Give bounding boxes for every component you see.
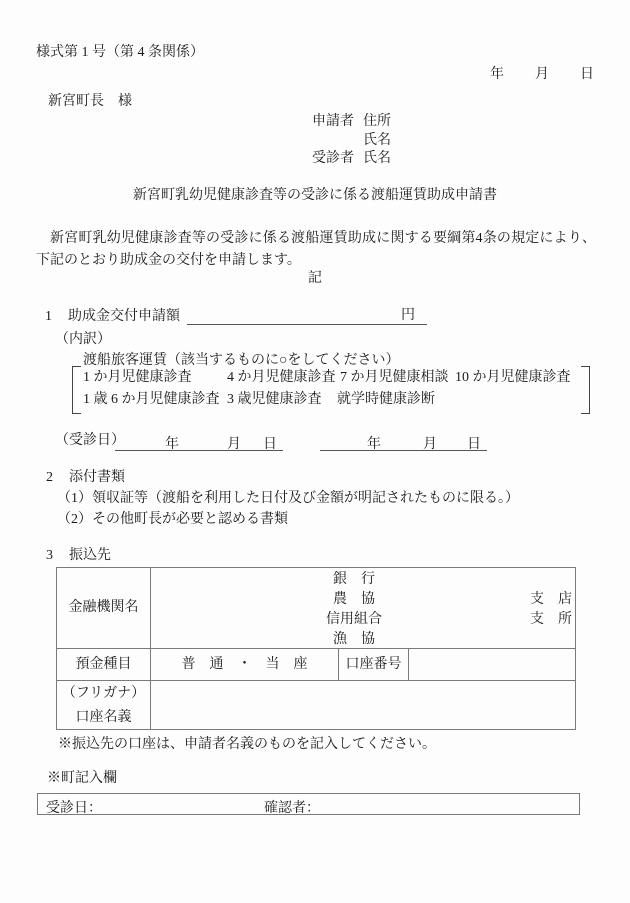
confirmer-label: 確認者：	[264, 801, 320, 816]
checkup-option[interactable]: 3 歳児健康診査	[227, 392, 322, 407]
applicant-address-label: 住所	[363, 114, 391, 129]
institution-name-input-area[interactable]	[151, 568, 325, 648]
transfer-account-note: ※振込先の口座は、申請者名義のものを記入してください。	[58, 737, 436, 752]
applicant-name-label: 氏名	[363, 133, 391, 148]
yen-unit-label: 円	[401, 308, 415, 323]
amount-input-area[interactable]	[187, 309, 427, 325]
date-year-label: 年	[490, 67, 504, 82]
month-label: 月	[227, 437, 241, 452]
institution-type-jabank[interactable]: 農 協	[333, 592, 375, 607]
exam-date-input-1[interactable]	[115, 432, 283, 451]
fare-note: 渡船旅客運賃（該当するものに○をしてください）	[83, 353, 400, 368]
checkup-option[interactable]: 10 か月児健康診査	[455, 370, 571, 385]
checkup-option[interactable]: 7 か月児健康相談	[340, 370, 449, 385]
attachment-item-2: （2）その他町長が必要と認める書類	[57, 512, 288, 527]
institution-name-label: 金融機関名	[68, 600, 139, 615]
account-number-label: 口座番号	[345, 656, 402, 672]
checkup-option[interactable]: 1 か月児健康診査	[83, 370, 192, 385]
left-bracket	[72, 366, 81, 414]
examinee-row	[312, 151, 391, 167]
ki-mark: 記	[308, 271, 322, 286]
institution-type-bank[interactable]: 銀 行	[333, 572, 375, 587]
year-label: 年	[165, 437, 179, 452]
date-month-label: 月	[535, 67, 549, 82]
examinee-name-label: 氏名	[363, 151, 391, 166]
date-day-label: 日	[580, 67, 594, 82]
exam-date-input-2[interactable]	[320, 432, 487, 451]
institution-type-credit-union[interactable]: 信用組合	[326, 612, 382, 627]
day-label: 日	[467, 437, 481, 452]
checkup-option[interactable]: 1 歳 6 か月児健康診査	[83, 392, 220, 407]
addressee: 新宮町長 様	[48, 94, 132, 109]
institution-type-options	[326, 570, 382, 650]
section1-title: 助成金交付申請額	[68, 309, 180, 324]
document-title: 新宮町乳幼児健康診査等の受診に係る渡船運賃助成申請書	[133, 188, 497, 203]
body-paragraph: 新宮町乳幼児健康診査等の受診に係る渡船運賃助成に関する要綱第4条の規定により、下記のとおり助成金の交付を申請します。	[36, 231, 596, 268]
section2-title: 添付書類	[69, 470, 125, 485]
exam-date-label: （受診日）	[55, 433, 125, 448]
institution-type-fishery-coop[interactable]: 漁 協	[333, 632, 375, 647]
section3-number: 3	[46, 548, 53, 563]
account-name-label: 口座名義	[75, 710, 132, 725]
account-number-input-area[interactable]	[409, 649, 575, 680]
branch-type-options	[530, 590, 572, 630]
attachment-item-1: （1）領収証等（渡船を利用した日付及び金額が明記されたものに限る。）	[57, 491, 519, 506]
applicant-row	[312, 114, 391, 130]
section2-number: 2	[46, 470, 53, 485]
bank-transfer-table	[56, 567, 576, 730]
town-exam-date-label: 受診日：	[46, 801, 102, 816]
confirmer-input-area[interactable]	[333, 794, 573, 814]
account-type-label: 預金種目	[75, 656, 132, 672]
town-entry-box	[37, 793, 580, 815]
branch-type-shisho[interactable]: 支 所	[530, 612, 572, 627]
account-type-options[interactable]: 普 通 ・ 当 座	[181, 656, 308, 672]
section1-number: 1	[45, 309, 52, 324]
month-label: 月	[423, 437, 437, 452]
section3-title: 振込先	[69, 548, 111, 563]
account-name-input-area[interactable]	[151, 681, 575, 729]
branch-type-shiten[interactable]: 支 店	[530, 592, 572, 607]
town-section-label: ※町記入欄	[47, 771, 117, 786]
checkup-option[interactable]: 4 か月児健康診査	[227, 370, 336, 385]
year-label: 年	[367, 437, 381, 452]
day-label: 日	[263, 437, 277, 452]
applicant-label: 申請者	[312, 114, 354, 129]
date-line	[490, 67, 594, 83]
examinee-label: 受診者	[312, 151, 354, 166]
form-number: 様式第 1 号（第 4 条関係）	[36, 45, 204, 60]
checkup-option[interactable]: 就学時健康診断	[337, 392, 435, 407]
right-bracket	[581, 366, 590, 414]
town-exam-date-input-area[interactable]	[113, 794, 258, 814]
breakdown-label: （内訳）	[55, 332, 111, 347]
furigana-label: （フリガナ）	[61, 686, 146, 701]
